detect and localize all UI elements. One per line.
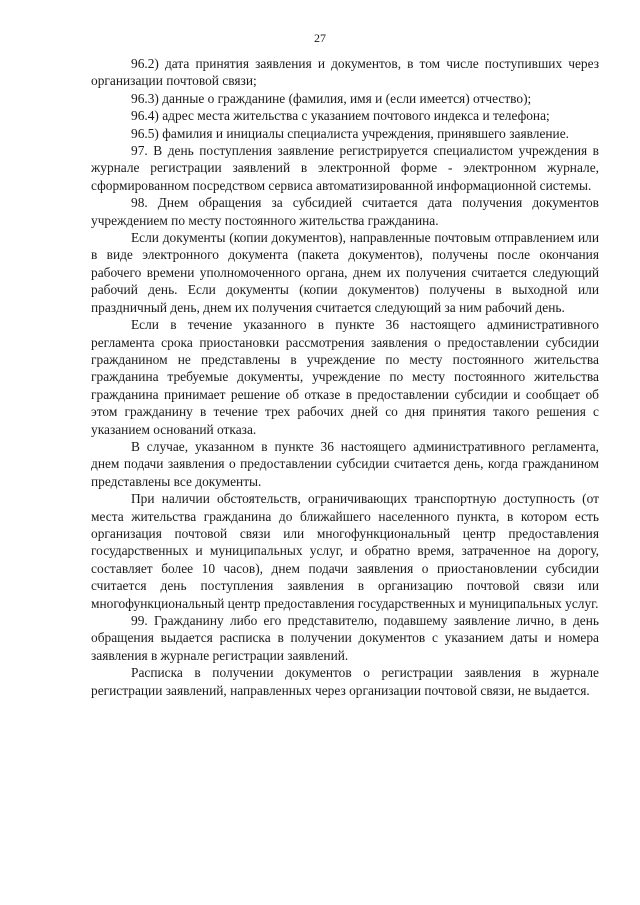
paragraph-96-5: 96.5) фамилия и инициалы специалиста учреждения, принявшего заявление.: [131, 125, 570, 141]
page-number: 27: [314, 31, 326, 45]
paragraph-98: 98. Днем обращения за субсидией считается дата получения документов учреждением по месту постоянного жительства гражданина.: [91, 195, 599, 228]
paragraph-99-receipt: Расписка в получении документов о регистрации заявления в журнале регистрации заявлений, направленных через организации почтовой связи, не выдается.: [91, 665, 599, 698]
paragraph-97: 97. В день поступления заявление регистрируется специалистом учреждения в журнале регистрации заявлений в электронной форме - электронном журнале, сформированном посредством сервиса автоматизированной информационной системы.: [91, 143, 599, 193]
paragraph-98-submission-day: В случае, указанном в пункте 36 настоящего административного регламента, днем подачи заявления о предоставлении субсидии считается день, когда гражданином представлены все документы.: [91, 438, 599, 489]
paragraph-98-documents-receipt: Если документы (копии документов), направленные почтовым отправлением или в виде электронного документа (пакета документов), получены после окончания рабочего времени уполномоченного органа, днем их получения считается следующий рабочий день. Если документы (копии документов) получены в выходной или праздничный день, днем их получения считается следующий за ним рабочий день.: [91, 230, 599, 315]
body-text: [91, 55, 599, 699]
paragraph-99: 99. Гражданину либо его представителю, подавшему заявление лично, в день обращения выдается расписка в получении документов с указанием даты и номера заявления в журнале регистрации заявлений.: [91, 613, 599, 663]
paragraph-96-2: 96.2) дата принятия заявления и документов, в том числе поступивших через организации почтовой связи;: [91, 56, 599, 89]
paragraph-98-refusal: Если в течение указанного в пункте 36 настоящего административного регламента срока приостановки рассмотрения заявления о предоставлении субсидии гражданином не представлены в учреждение по месту постоянного жительства гражданина требуемые документы, учреждение по месту постоянного жительства гражданина принимает решение об отказе в предоставлении субсидии и сообщает об этом гражданину в течение трех рабочих дней со дня принятия такого решения с указанием оснований отказа.: [91, 317, 599, 437]
paragraph-96-4: 96.4) адрес места жительства с указанием почтового индекса и телефона;: [131, 108, 550, 124]
paragraph-96-3: 96.3) данные о гражданине (фамилия, имя и (если имеется) отчество);: [131, 90, 532, 106]
paragraph-98-transport: При наличии обстоятельств, ограничивающих транспортную доступность (от места жительства гражданина до ближайшего населенного пункта, в котором есть организация почтовой связи или многофункциональный центр предоставления государственных и муниципальных услуг, и обратно время, затраченное на дорогу, составляет более 10 часов), днем подачи заявления о приостановлении субсидии считается день поступления заявления в организацию почтовой связи или многофункциональный центр предоставления государственных и муниципальных услуг.: [91, 491, 599, 611]
